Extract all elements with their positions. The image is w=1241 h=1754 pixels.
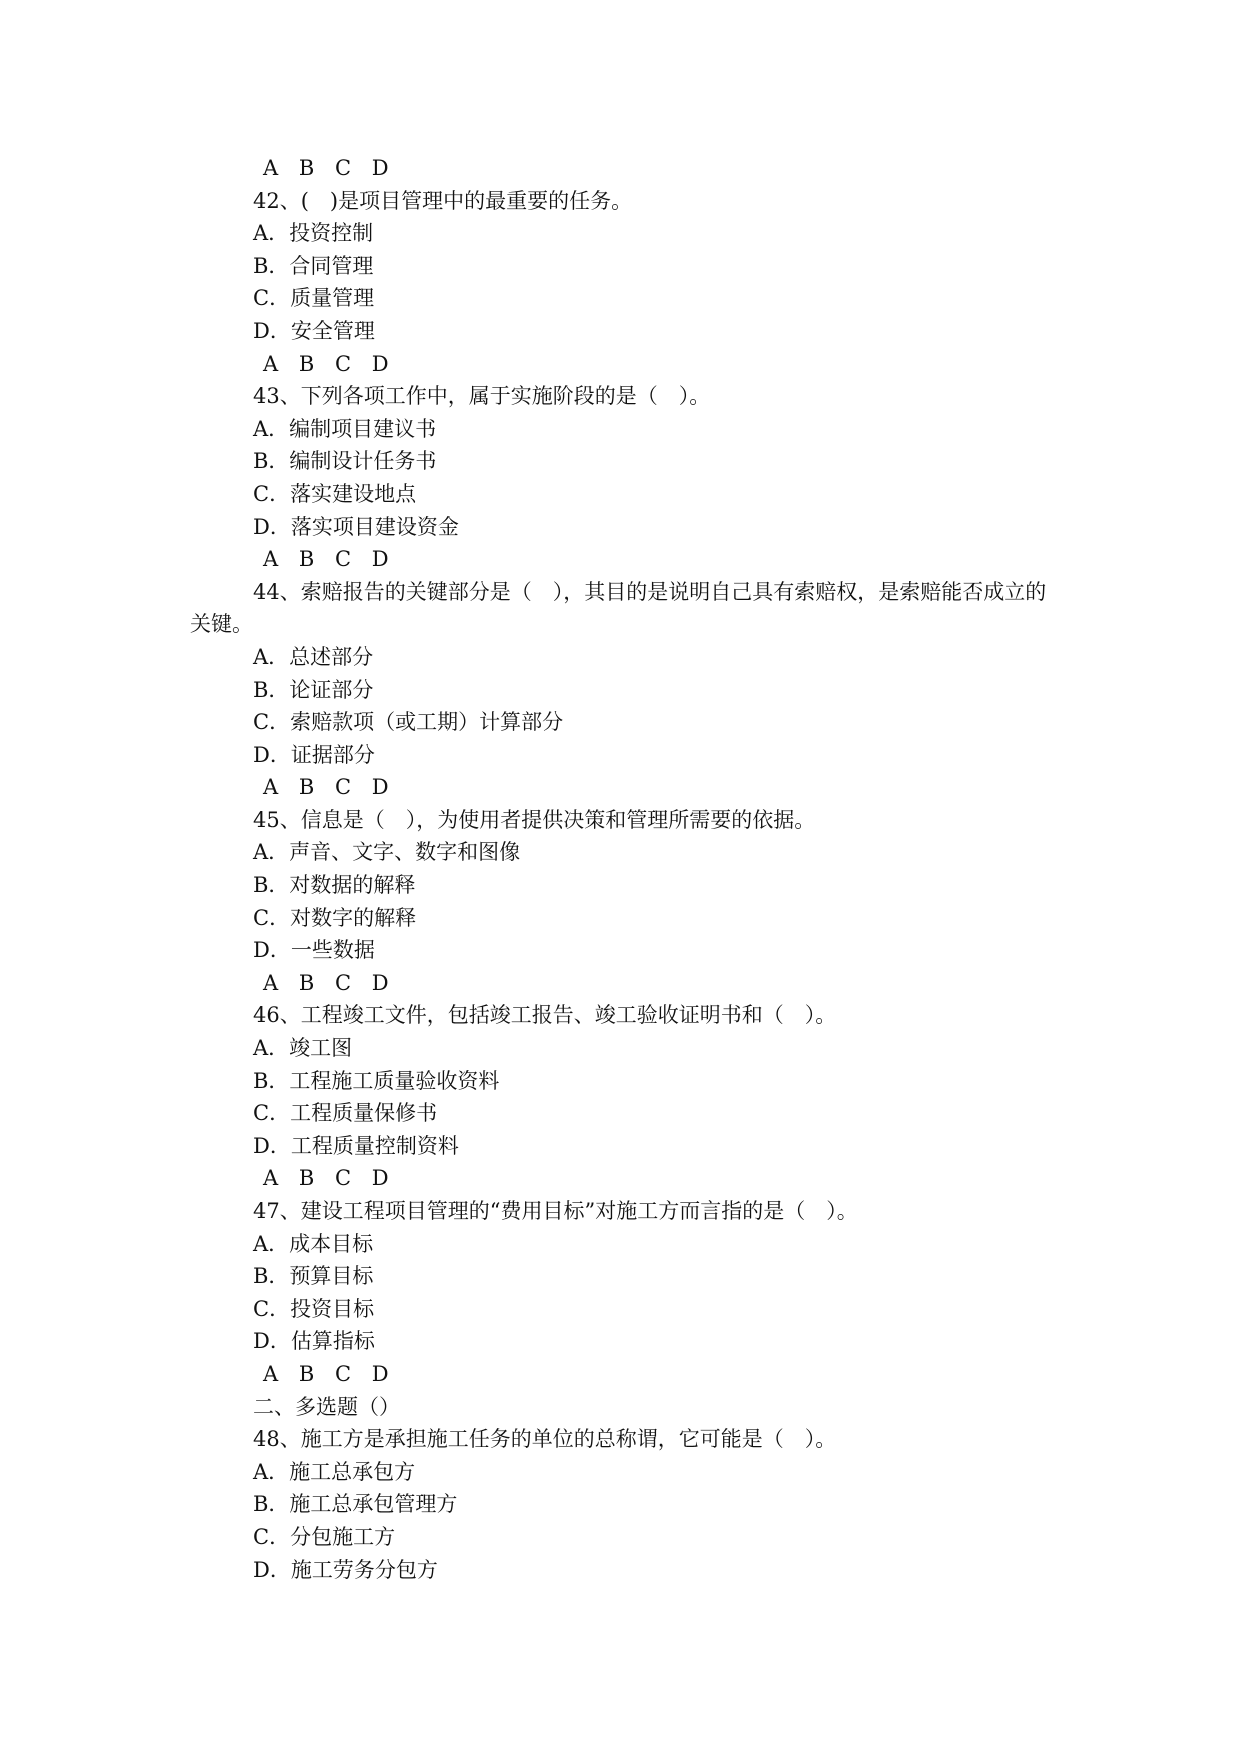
option-a: A．竣工图: [253, 1036, 353, 1061]
answer-d: D: [371, 1166, 389, 1191]
option-d: D．证据部分: [253, 742, 375, 767]
answer-d: D: [371, 1361, 389, 1386]
answer-row: [190, 543, 1065, 576]
question-stem: 43、下列各项工作中，属于实施阶段的是（ ）。: [253, 384, 711, 409]
option-c: C．投资目标: [253, 1296, 375, 1321]
answer-c: C: [334, 970, 352, 995]
answer-b: B: [298, 1361, 315, 1386]
answer-a: A: [263, 351, 279, 376]
option-d: D．安全管理: [253, 318, 375, 343]
question-list: [190, 152, 1065, 1586]
answer-row: [190, 967, 1065, 1000]
option-b: B．预算目标: [253, 1264, 374, 1289]
option-c: C．质量管理: [253, 286, 375, 311]
option-a: A．施工总承包方: [253, 1459, 416, 1484]
answer-a: A: [263, 775, 279, 800]
answer-c: C: [334, 1361, 352, 1386]
answer-row: [190, 1358, 1065, 1391]
option-a: A．成本目标: [253, 1231, 374, 1256]
option-b: B．编制设计任务书: [253, 449, 437, 474]
question-stem: 42、( )是项目管理中的最重要的任务。: [253, 188, 633, 213]
answer-b: B: [298, 351, 315, 376]
answer-c: C: [334, 547, 352, 572]
option-c: C．对数字的解释: [253, 905, 417, 930]
option-a: A．声音、文字、数字和图像: [253, 840, 521, 865]
question-stem: 47、建设工程项目管理的“费用目标”对施工方而言指的是（ ）。: [253, 1199, 858, 1223]
question-stem: 44、索赔报告的关键部分是（ ），其目的是说明自己具有索赔权，是索赔能否成立的关键。: [190, 579, 1047, 637]
answer-a: A: [263, 1361, 279, 1386]
question-stem: 48、施工方是承担施工任务的单位的总称谓，它可能是（ ）。: [253, 1427, 837, 1452]
option-b: B．工程施工质量验收资料: [253, 1068, 500, 1093]
answer-a: A: [263, 156, 279, 180]
section-heading: 二、多选题（）: [253, 1394, 400, 1419]
answer-a: A: [263, 547, 279, 572]
answer-d: D: [371, 970, 389, 995]
option-c: C．落实建设地点: [253, 481, 417, 506]
question-stem: 46、工程竣工文件，包括竣工报告、竣工验收证明书和（ ）。: [253, 1003, 837, 1028]
answer-b: B: [298, 1166, 315, 1191]
option-d: D．落实项目建设资金: [253, 514, 459, 539]
answer-row: [190, 1162, 1065, 1195]
option-b: B．论证部分: [253, 677, 374, 702]
option-b: B．合同管理: [253, 253, 374, 278]
answer-row: [190, 152, 1065, 185]
option-d: D．估算指标: [253, 1329, 375, 1354]
option-a: A．投资控制: [253, 221, 374, 246]
option-d: D．施工劳务分包方: [253, 1557, 438, 1582]
option-a: A．编制项目建议书: [253, 416, 437, 441]
option-b: B．对数据的解释: [253, 873, 416, 898]
answer-d: D: [371, 775, 389, 800]
answer-b: B: [298, 547, 315, 572]
answer-d: D: [371, 156, 389, 180]
option-d: D．工程质量控制资料: [253, 1133, 459, 1158]
answer-a: A: [263, 970, 279, 995]
option-c: C．分包施工方: [253, 1524, 396, 1549]
option-c: C．工程质量保修书: [253, 1101, 438, 1126]
answer-b: B: [298, 156, 315, 180]
option-b: B．施工总承包管理方: [253, 1492, 458, 1517]
answer-c: C: [334, 351, 352, 376]
answer-d: D: [371, 351, 389, 376]
question-stem: 45、信息是（ ），为使用者提供决策和管理所需要的依据。: [253, 807, 816, 832]
answer-row: [190, 348, 1065, 381]
answer-b: B: [298, 775, 315, 800]
answer-a: A: [263, 1166, 279, 1191]
answer-d: D: [371, 547, 389, 572]
answer-b: B: [298, 970, 315, 995]
answer-c: C: [334, 156, 352, 180]
option-d: D．一些数据: [253, 938, 375, 963]
option-c: C．索赔款项（或工期）计算部分: [253, 710, 564, 735]
answer-c: C: [334, 775, 352, 800]
option-a: A．总述部分: [253, 644, 374, 669]
answer-row: [190, 771, 1065, 804]
answer-c: C: [334, 1166, 352, 1191]
